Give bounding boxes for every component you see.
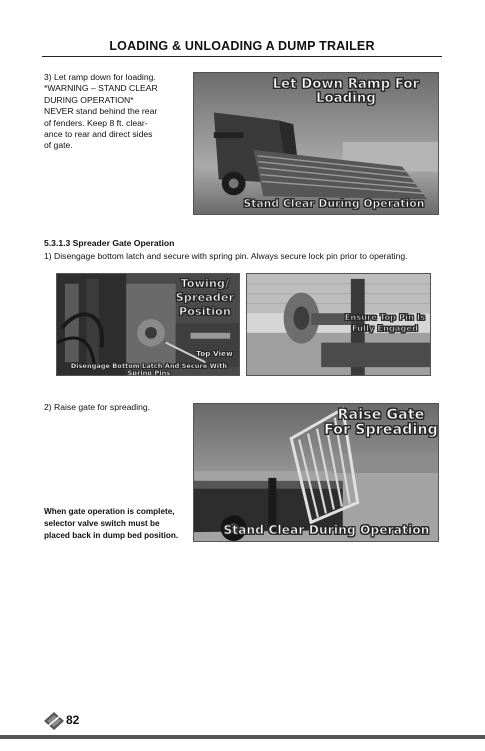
- top-pin-caption-line: Ensure Top Pin Is: [344, 313, 426, 322]
- ramp-line: of gate.: [44, 140, 73, 151]
- top-pin-photo: [246, 273, 431, 376]
- footer-bar: [0, 735, 485, 739]
- step-1-text: 1) Disengage bottom latch and secure with spring pin. Always secure lock pin prior to operating.: [44, 251, 408, 261]
- ramp-line: *WARNING – STAND CLEAR: [44, 83, 158, 94]
- title-divider: [42, 56, 442, 57]
- disengage-caption: Disengage Bottom Latch And Secure With Spring Pins: [70, 363, 228, 376]
- top-pin-caption-line: Fully Engaged: [351, 324, 418, 333]
- towing-position-photo: [56, 273, 240, 376]
- section-heading: 5.3.1.3 Spreader Gate Operation: [44, 238, 175, 248]
- ramp-caption-bottom: Stand Clear During Operation: [243, 198, 425, 210]
- ramp-line: NEVER stand behind the rear: [44, 106, 158, 117]
- top-view-label: Top View: [196, 350, 233, 358]
- note-line: When gate operation is complete,: [44, 507, 175, 516]
- selector-valve-note: [44, 506, 184, 542]
- page-title: LOADING & UNLOADING A DUMP TRAILER: [109, 39, 375, 53]
- ramp-line: ance to rear and direct sides: [44, 129, 153, 140]
- ramp-instructions: [44, 72, 184, 152]
- note-line: placed back in dump bed position.: [44, 531, 179, 540]
- towing-caption-line: Spreader: [175, 291, 235, 304]
- raise-gate-photo: [193, 403, 439, 542]
- towing-caption-line: Position: [179, 305, 231, 318]
- ramp-line: of fenders. Keep 8 ft. clear-: [44, 117, 148, 128]
- note-line: selector valve switch must be: [44, 519, 160, 528]
- raise-gate-caption-line: Raise Gate: [337, 407, 425, 423]
- ramp-caption-top: Let Down Ramp For Loading: [272, 77, 420, 106]
- ramp-line: 3) Let ramp down for loading.: [44, 72, 156, 82]
- towing-caption-line: Towing/: [180, 277, 230, 290]
- step-2-text: 2) Raise gate for spreading.: [44, 402, 151, 412]
- raise-gate-caption-bottom: Stand Clear During Operation: [223, 523, 430, 537]
- page-marker-icon: [43, 711, 65, 731]
- top-pin-caption: [339, 312, 431, 334]
- ramp-line: DURING OPERATION*: [44, 94, 134, 105]
- raise-gate-caption-line: For Spreading: [324, 422, 438, 438]
- ramp-photo: [193, 72, 439, 215]
- towing-caption: [169, 277, 240, 319]
- page-number: 82: [66, 713, 80, 727]
- raise-gate-caption: [324, 408, 438, 438]
